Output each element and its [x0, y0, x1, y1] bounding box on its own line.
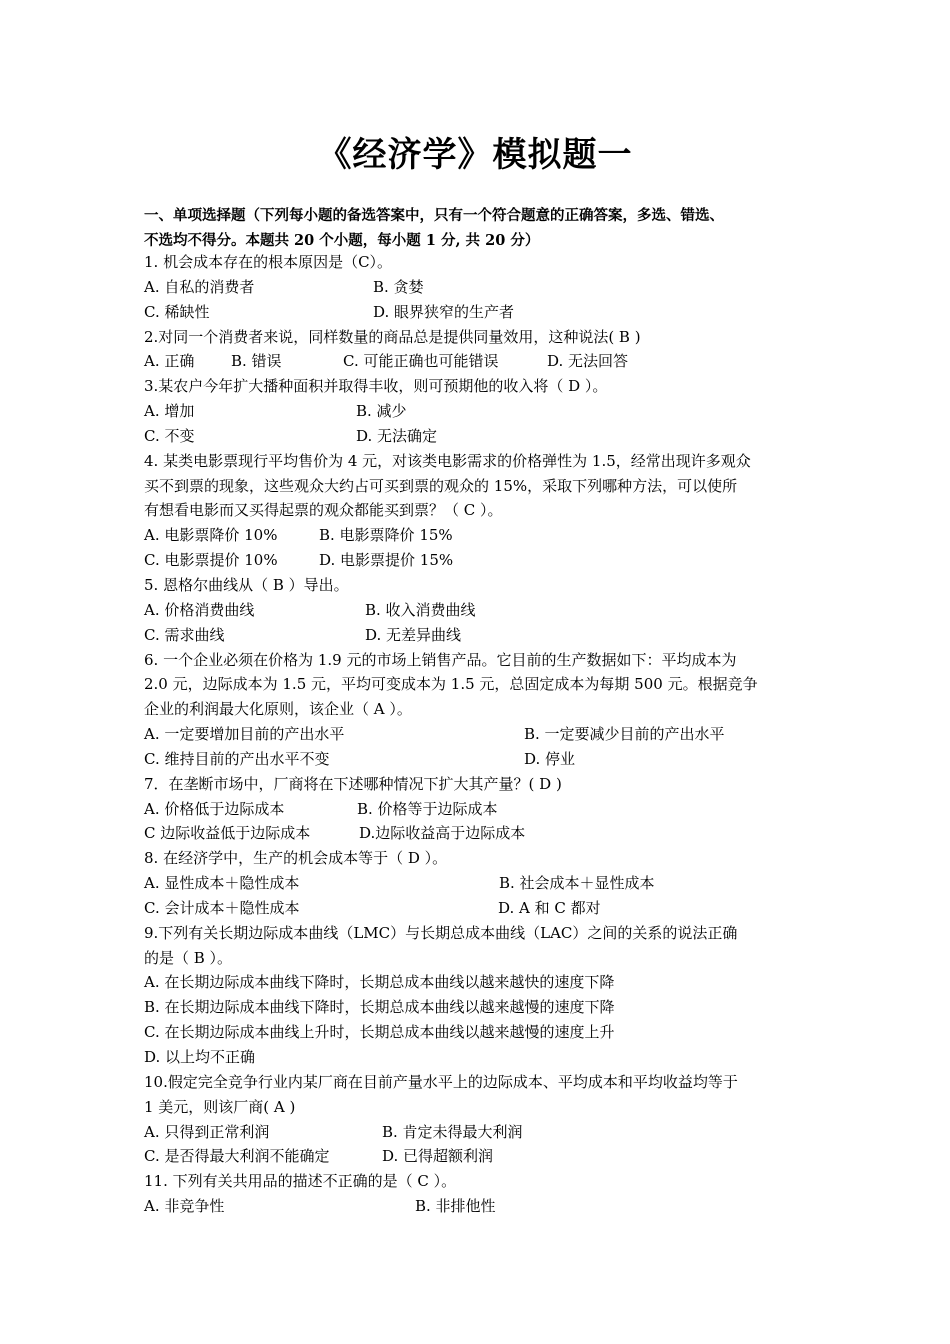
option-d: D. 以上均不正确 [144, 1048, 256, 1066]
option-a: A. 自私的消费者 [144, 277, 255, 296]
question-stem: 的是（ B ）。 [144, 948, 233, 967]
option-row [144, 722, 834, 747]
question-stem: 2.0 元，边际成本为 1.5 元，平均可变成本为 1.5 元，总固定成本为每期 500 元。根据竞争 [144, 675, 758, 694]
question-stem: 1. 机会成本存在的根本原因是（C）。 [144, 253, 393, 271]
option-d: D. 眼界狭窄的生产者 [373, 302, 515, 321]
question-stem: 9.下列有关长期边际成本曲线（LMC）与长期总成本曲线（LAC）之间的关系的说法正确 [144, 923, 738, 942]
option-row [144, 300, 834, 325]
question-stem: 2.对同一个消费者来说，同样数量的商品总是提供同量效用，这种说法( B ) [144, 327, 641, 346]
option-row [144, 821, 834, 846]
option-row [144, 1120, 834, 1145]
option-b: B. 电影票降价 15% [319, 526, 453, 545]
option-row [144, 747, 834, 772]
question-stem: 1 美元，则该厂商( A ) [144, 1097, 296, 1116]
option-row [144, 871, 834, 896]
option-d: D. 无法确定 [356, 426, 438, 445]
option-d: D. 无差异曲线 [365, 625, 462, 644]
option-a: A. 一定要增加目前的产出水平 [144, 725, 345, 744]
option-b: B. 一定要减少目前的产出水平 [524, 725, 725, 744]
question-stem: 有想看电影而又买得起票的观众都能买到票？（ C ）。 [144, 501, 503, 520]
option-a: A. 价格消费曲线 [144, 600, 255, 619]
question-stem: 10.假定完全竞争行业内某厂商在目前产量水平上的边际成本、平均成本和平均收益均等于 [144, 1072, 738, 1091]
section-heading-line: 不选均不得分。本题共 20 个小题，每小题 1 分, 共 20 分） [144, 232, 540, 249]
option-c: C. 会计成本＋隐性成本 [144, 898, 300, 917]
option-a: A. 只得到正常利润 [144, 1122, 270, 1141]
question-stem: 11. 下列有关共用品的描述不正确的是（ C ）。 [144, 1172, 457, 1191]
option-row [144, 523, 834, 548]
question-stem: 4. 某类电影票现行平均售价为 4 元，对该类电影需求的价格弹性为 1.5，经常出现许多观众 [144, 451, 751, 470]
option-a: A. 在长期边际成本曲线下降时，长期总成本曲线以越来越快的速度下降 [144, 973, 615, 992]
option-row [144, 424, 834, 449]
page-title: 《经济学》模拟题一 [317, 135, 633, 175]
question-stem: 企业的利润最大化原则，该企业（ A ）。 [144, 700, 412, 719]
option-b: B. 社会成本＋显性成本 [499, 874, 655, 893]
option-a: A. 增加 [144, 402, 195, 421]
option-d: D. 停业 [524, 749, 576, 768]
option-d: D. 已得超额利润 [382, 1147, 494, 1166]
option-c: C. 是否得最大利润不能确定 [144, 1147, 330, 1166]
option-c: C. 不变 [144, 426, 195, 445]
section-heading-line: 一、单项选择题（下列每小题的备选答案中，只有一个符合题意的正确答案，多选、错选、 [144, 207, 724, 224]
option-d: D.边际收益高于边际成本 [359, 824, 526, 843]
option-b: B. 价格等于边际成本 [357, 799, 498, 818]
option-c: C. 电影票提价 10% [144, 551, 278, 570]
option-row [144, 1194, 834, 1219]
option-c: C 边际收益低于边际成本 [144, 824, 311, 843]
option-b: B. 收入消费曲线 [365, 600, 476, 619]
option-a: A. 显性成本＋隐性成本 [144, 874, 300, 893]
option-row [144, 598, 834, 623]
option-c: C. 需求曲线 [144, 625, 225, 644]
option-row [144, 623, 834, 648]
question-stem: 买不到票的现象，这些观众大约占可买到票的观众的 15%，采取下列哪种方法，可以使所 [144, 476, 738, 495]
option-c: C. 稀缺性 [144, 302, 210, 321]
option-c: C. 在长期边际成本曲线上升时，长期总成本曲线以越来越慢的速度上升 [144, 1023, 615, 1042]
option-row [144, 275, 834, 300]
option-c: C. 维持目前的产出水平不变 [144, 749, 330, 768]
option-b: B. 在长期边际成本曲线下降时，长期总成本曲线以越来越慢的速度下降 [144, 998, 615, 1017]
question-stem: 7．在垄断市场中，厂商将在下述哪种情况下扩大其产量？( D ) [144, 774, 562, 793]
option-d: D. A 和 C 都对 [498, 898, 601, 917]
option-b: B. 贪婪 [373, 277, 424, 296]
question-stem: 6. 一个企业必须在价格为 1.9 元的市场上销售产品。它目前的生产数据如下：平均成本为 [144, 650, 737, 669]
option-row [144, 399, 834, 424]
option-row [144, 896, 834, 921]
option-a: A. 电影票降价 10% [144, 526, 278, 545]
section-heading [144, 203, 834, 253]
option-row [144, 797, 834, 822]
option-b: B. 错误 [231, 352, 282, 371]
option-row [144, 349, 834, 374]
option-row [144, 1144, 834, 1169]
option-d: D. 电影票提价 15% [319, 551, 454, 570]
question-stem: 5. 恩格尔曲线从（ B ）导出。 [144, 575, 349, 594]
option-a: A. 非竞争性 [144, 1197, 225, 1216]
option-b: B. 减少 [356, 402, 407, 421]
question-stem: 8. 在经济学中，生产的机会成本等于（ D ）。 [144, 849, 448, 868]
option-c: C. 可能正确也可能错误 [343, 352, 499, 371]
option-d: D. 无法回答 [547, 352, 629, 371]
option-b: B. 肯定未得最大利润 [382, 1122, 523, 1141]
option-a: A. 价格低于边际成本 [144, 799, 285, 818]
question-list [144, 250, 834, 1219]
option-row [144, 548, 834, 573]
option-b: B. 非排他性 [415, 1197, 496, 1216]
question-stem: 3.某农户今年扩大播种面积并取得丰收，则可预期他的收入将（ D ）。 [144, 377, 608, 396]
option-a: A. 正确 [144, 352, 195, 371]
